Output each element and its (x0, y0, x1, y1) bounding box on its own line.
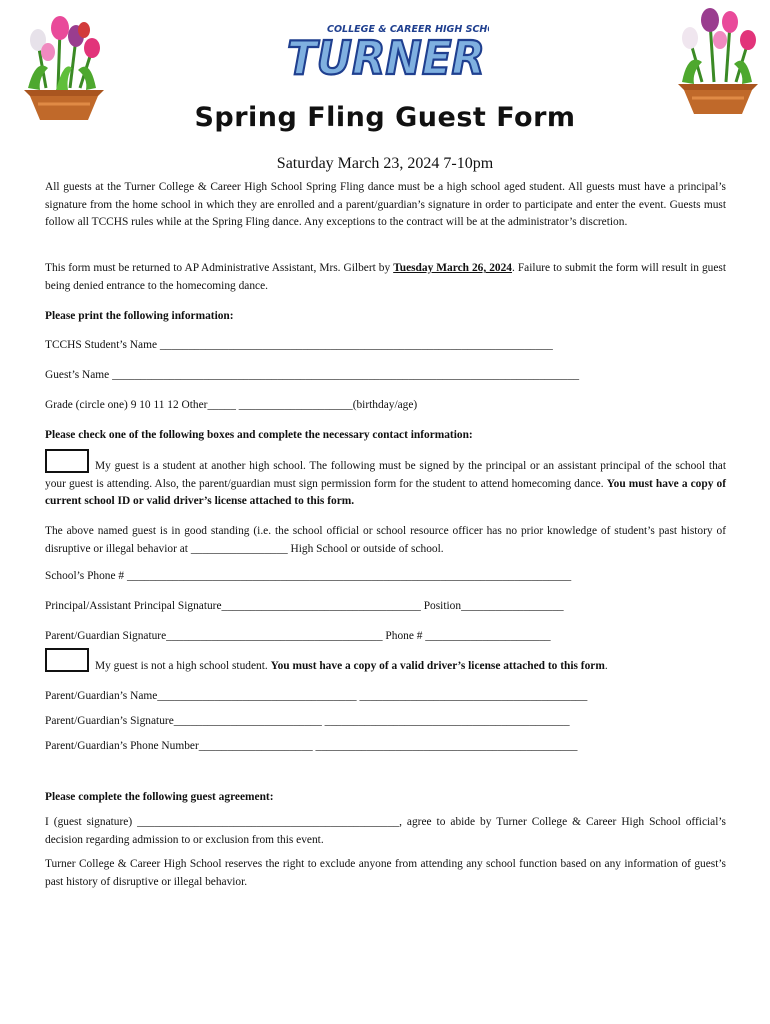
logo-wordmark: TURNER (287, 31, 485, 82)
return-notice-after: . Failure to submit the form will result in guest being denied entrance to the homecoming dance. (45, 262, 726, 292)
return-notice-before: This form must be returned to AP Administrative Assistant, Mrs. Gilbert by (45, 262, 394, 274)
parent-signature-field-2[interactable]: Parent/Guardian’s Signature__________________________ ___________________________________________ (45, 715, 570, 727)
option-not-student-checkbox[interactable] (45, 648, 89, 672)
option-not-student-requirement: You must have a copy of a valid driver’s license attached to this form (270, 660, 605, 672)
grade-field[interactable]: Grade (circle one) 9 10 11 12 Other_____ ____________________(birthday/age) (45, 399, 418, 411)
form-title: Spring Fling Guest Form (194, 102, 576, 133)
option-other-school-requirement: You must have a copy of current school ID or valid driver’s license attached to this form. (45, 477, 726, 507)
info-heading: Please print the following information: (45, 310, 234, 322)
parent-signature-field[interactable]: Parent/Guardian Signature______________________________________ Phone # ______________________ (45, 630, 551, 642)
student-name-field[interactable]: TCCHS Student’s Name _____________________________________________________________________ (45, 339, 553, 351)
check-heading: Please check one of the following boxes and complete the necessary contact information: (45, 429, 473, 441)
option-not-student-description: My guest is not a high school student. (95, 660, 271, 672)
reserve-right-paragraph: Turner College & Career High School reserves the right to exclude anyone from attending any school function based on any information of guest’s past history of disruptive or illegal behavior. (45, 858, 726, 888)
option-not-student-text (95, 660, 608, 672)
return-deadline: Tuesday March 26, 2024 (393, 262, 512, 274)
option-not-student-end: . (604, 660, 608, 672)
intro-paragraph: All guests at the Turner College & Career High School Spring Fling dance must be a high school aged student. All guests must have a principal’s signature from the home school in which they are enrolled and a parent/guardian’s signature in order to participate and enter the event. Guests must follow all TCCHS rules while at the Spring Fling dance. Any exceptions to the contract will be at the administrator’s discretion. (45, 181, 726, 228)
agreement-heading: Please complete the following guest agreement: (45, 791, 274, 803)
turner-logo (283, 18, 489, 82)
school-phone-field[interactable]: School’s Phone # ______________________________________________________________________________ (45, 570, 572, 582)
event-date: Saturday March 23, 2024 7-10pm (276, 155, 494, 172)
good-standing-paragraph: The above named guest is in good standing (i.e. the school official or school resource officer has no prior knowledge of student’s past history of disruptive or illegal behavior at _________________ High School or outside of school. (45, 525, 726, 555)
logo-tagline: COLLEGE & CAREER HIGH SCH (327, 24, 488, 35)
principal-signature-field[interactable]: Principal/Assistant Principal Signature___________________________________ Position__________________ (45, 600, 564, 612)
guest-name-field[interactable]: Guest’s Name __________________________________________________________________________________ (45, 369, 580, 381)
parent-phone-field[interactable]: Parent/Guardian’s Phone Number____________________ ______________________________________________ (45, 740, 578, 752)
agreement-statement[interactable]: I (guest signature) ______________________________________________, agree to abide by Turner College & Career High School official’s decision regarding admission to or exclusion from this event. (45, 816, 726, 846)
option-other-school-text (45, 458, 726, 511)
return-notice (45, 260, 726, 295)
parent-name-field[interactable]: Parent/Guardian’s Name___________________________________ ________________________________________ (45, 690, 588, 702)
option-other-school-description: My guest is a student at another high school. The following must be signed by the principal or an assistant principal of the school that your guest is attending. Also, the parent/guardian must sign permission form for the student to attend homecoming dance. (45, 460, 726, 490)
